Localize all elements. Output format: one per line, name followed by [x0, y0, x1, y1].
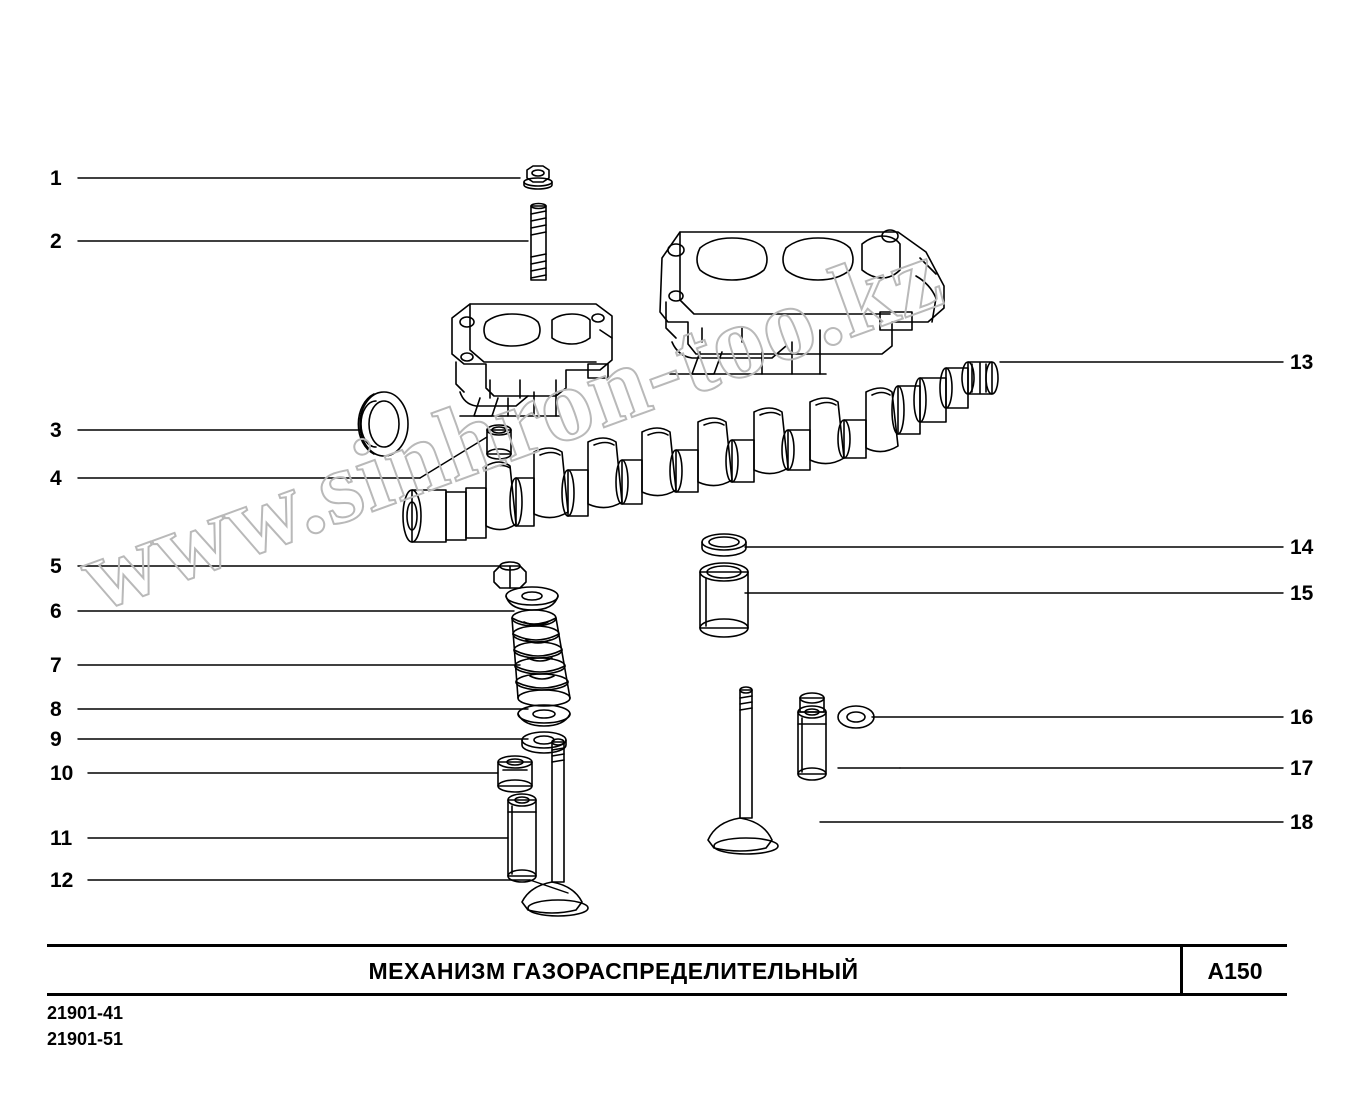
- part-1-nut: [524, 166, 552, 189]
- part-2-stud: [531, 204, 546, 281]
- title-bar: [47, 944, 1287, 996]
- sheet-code: A150: [1207, 958, 1263, 984]
- callout-number-6: 6: [50, 600, 62, 623]
- leader-lines-left: [78, 178, 568, 893]
- part-14-shim: [702, 534, 746, 556]
- callout-number-4: 4: [50, 467, 62, 490]
- part-13-camshaft: [403, 362, 998, 542]
- part-15-tappet: [700, 563, 748, 637]
- callout-number-2: 2: [50, 230, 62, 253]
- part-17-valve-guide-right: [798, 693, 826, 780]
- part-11-valve-guide: [508, 794, 536, 882]
- part-3-oil-seal: [358, 392, 408, 456]
- part-7-valve-spring: [512, 610, 570, 706]
- callout-number-15: 15: [1290, 582, 1314, 605]
- callout-number-10: 10: [50, 762, 74, 785]
- callout-number-7: 7: [50, 654, 62, 677]
- callout-number-5: 5: [50, 555, 62, 578]
- watermark-text: www.sinhron-too.kz: [65, 215, 957, 634]
- part-camshaft-housing-left: [452, 304, 612, 416]
- model-code-1: 21901-41: [47, 1003, 124, 1023]
- callout-number-1: 1: [50, 167, 62, 190]
- callout-number-18: 18: [1290, 811, 1314, 834]
- callout-number-9: 9: [50, 728, 62, 751]
- callout-number-17: 17: [1290, 757, 1314, 780]
- model-code-2: 21901-51: [47, 1029, 124, 1049]
- part-camshaft-housing-right: [660, 230, 944, 374]
- callout-number-11: 11: [50, 827, 73, 850]
- part-16-seal-ring: [838, 706, 874, 728]
- callout-number-12: 12: [50, 869, 74, 892]
- part-4-dowel: [487, 425, 511, 459]
- callout-number-3: 3: [50, 419, 62, 442]
- part-8-lower-spring-seat: [518, 705, 570, 726]
- callout-number-13: 13: [1290, 351, 1314, 374]
- part-10-valve-stem-seal: [498, 756, 532, 792]
- page-title: МЕХАНИЗМ ГАЗОРАСПРЕДЕЛИТЕЛЬНЫЙ: [368, 958, 859, 984]
- part-18-valve-right: [708, 687, 778, 854]
- callout-number-16: 16: [1290, 706, 1314, 729]
- callout-number-8: 8: [50, 698, 62, 721]
- model-codes: [47, 1000, 123, 1052]
- part-6-upper-spring-seat: [506, 587, 558, 610]
- callout-number-14: 14: [1290, 536, 1314, 559]
